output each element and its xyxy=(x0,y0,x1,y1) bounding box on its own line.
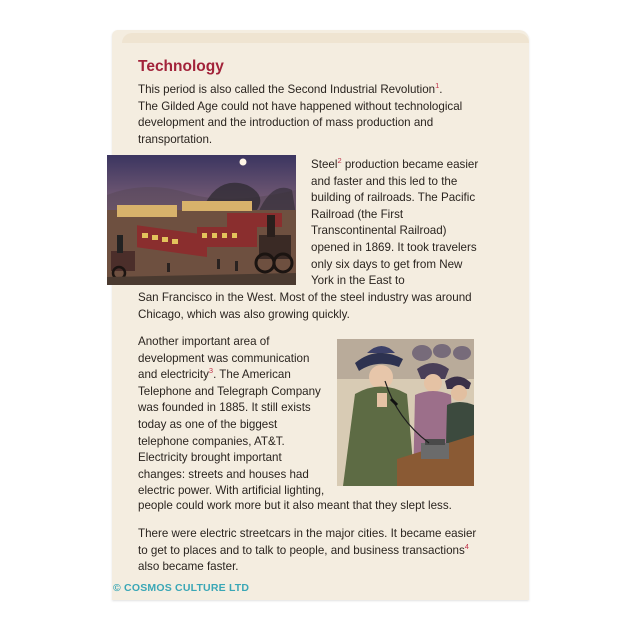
footnote-ref-3[interactable]: 3 xyxy=(208,366,214,376)
railroad-illustration xyxy=(107,155,296,285)
paragraph-intro: This period is also called the Second Industrial Revolution$^1$. The Gilded Age could not have happened without technological development and the introduction of mass production and transportation. xyxy=(138,81,463,146)
footnote-ref-4[interactable]: 4 xyxy=(464,541,469,551)
page-edge xyxy=(122,33,529,43)
paragraph-communication: Another important area of development was communication and electricity$^3$. The American Telephone and Telegraph Company was founded in 1885. It still exists today as one of the biggest telephone companies, AT&T. Electricity brought important changes: streets and houses had electric power. With artificial lighting, xyxy=(138,335,325,498)
footnote-ref-2[interactable]: 2 xyxy=(337,156,342,165)
telephone-illustration xyxy=(337,339,474,486)
paragraph-steel: Steel$^2$ production became easier and faster and this led to the building of railroads. The Pacific Railroad (the First Transcontinental Railroad) opened in 1869. It took travelers only six days to get from New York in the East to xyxy=(311,156,479,288)
section-heading: Technology xyxy=(138,58,224,75)
copyright-footer: © COSMOS CULTURE LTD xyxy=(113,582,250,594)
footnote-ref-1[interactable]: 1 xyxy=(435,81,440,90)
paragraph-streetcars: There were electric streetcars in the major cities. It became easier to get to places and to talk to people, and business transactions$^4$ also became faster. xyxy=(138,527,477,574)
paragraph-steel-continued: San Francisco in the West. Most of the steel industry was around Chicago, which was also growing quickly. xyxy=(138,291,472,321)
paragraph-communication-continued: people could work more but it also meant that they slept less. xyxy=(138,499,452,512)
